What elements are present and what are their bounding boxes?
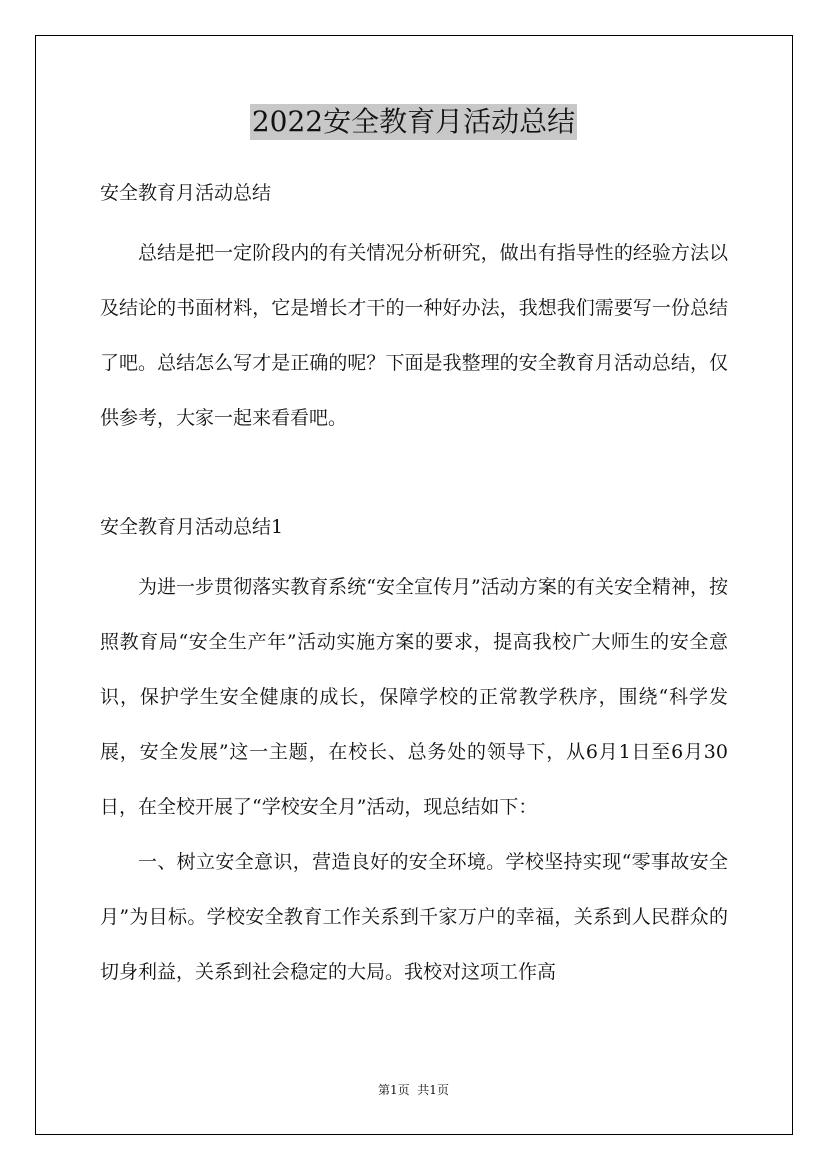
intro-heading: 安全教育月活动总结: [100, 182, 272, 204]
section-heading: 安全教育月活动总结1: [100, 516, 284, 538]
intro-paragraph: 总结是把一定阶段内的有关情况分析研究，做出有指导性的经验方法以及结论的书面材料，它是增长才干的一种好办法，我想我们需要写一份总结了吧。总结怎么写才是正确的呢？下面是我整理的安全教育月活动总结，仅供参考，大家一起来看看吧。: [100, 242, 728, 429]
section-spacer: [100, 446, 728, 494]
title-container: [0, 104, 827, 140]
section-paragraph-2: 一、树立安全意识，营造良好的安全环境。学校坚持实现“零事故安全月”为目标。学校安全教育工作关系到千家万户的幸福，关系到人民群众的切身利益，关系到社会稳定的大局。我校对这项工作高: [100, 851, 728, 983]
page-footer: 第1页 共1页: [378, 1083, 449, 1097]
document-title: 2022安全教育月活动总结: [251, 105, 576, 138]
document-body: [100, 160, 728, 1000]
section-paragraph-1: 为进一步贯彻落实教育系统“安全宣传月”活动方案的有关安全精神，按照教育局“安全生产年”活动实施方案的要求，提高我校广大师生的安全意识，保护学生安全健康的成长，保障学校的正常教学秩序，围绕“科学发展，安全发展”这一主题，在校长、总务处的领导下，从6月1日至6月30日，在全校开展了“学校安全月”活动，现总结如下：: [100, 576, 728, 818]
